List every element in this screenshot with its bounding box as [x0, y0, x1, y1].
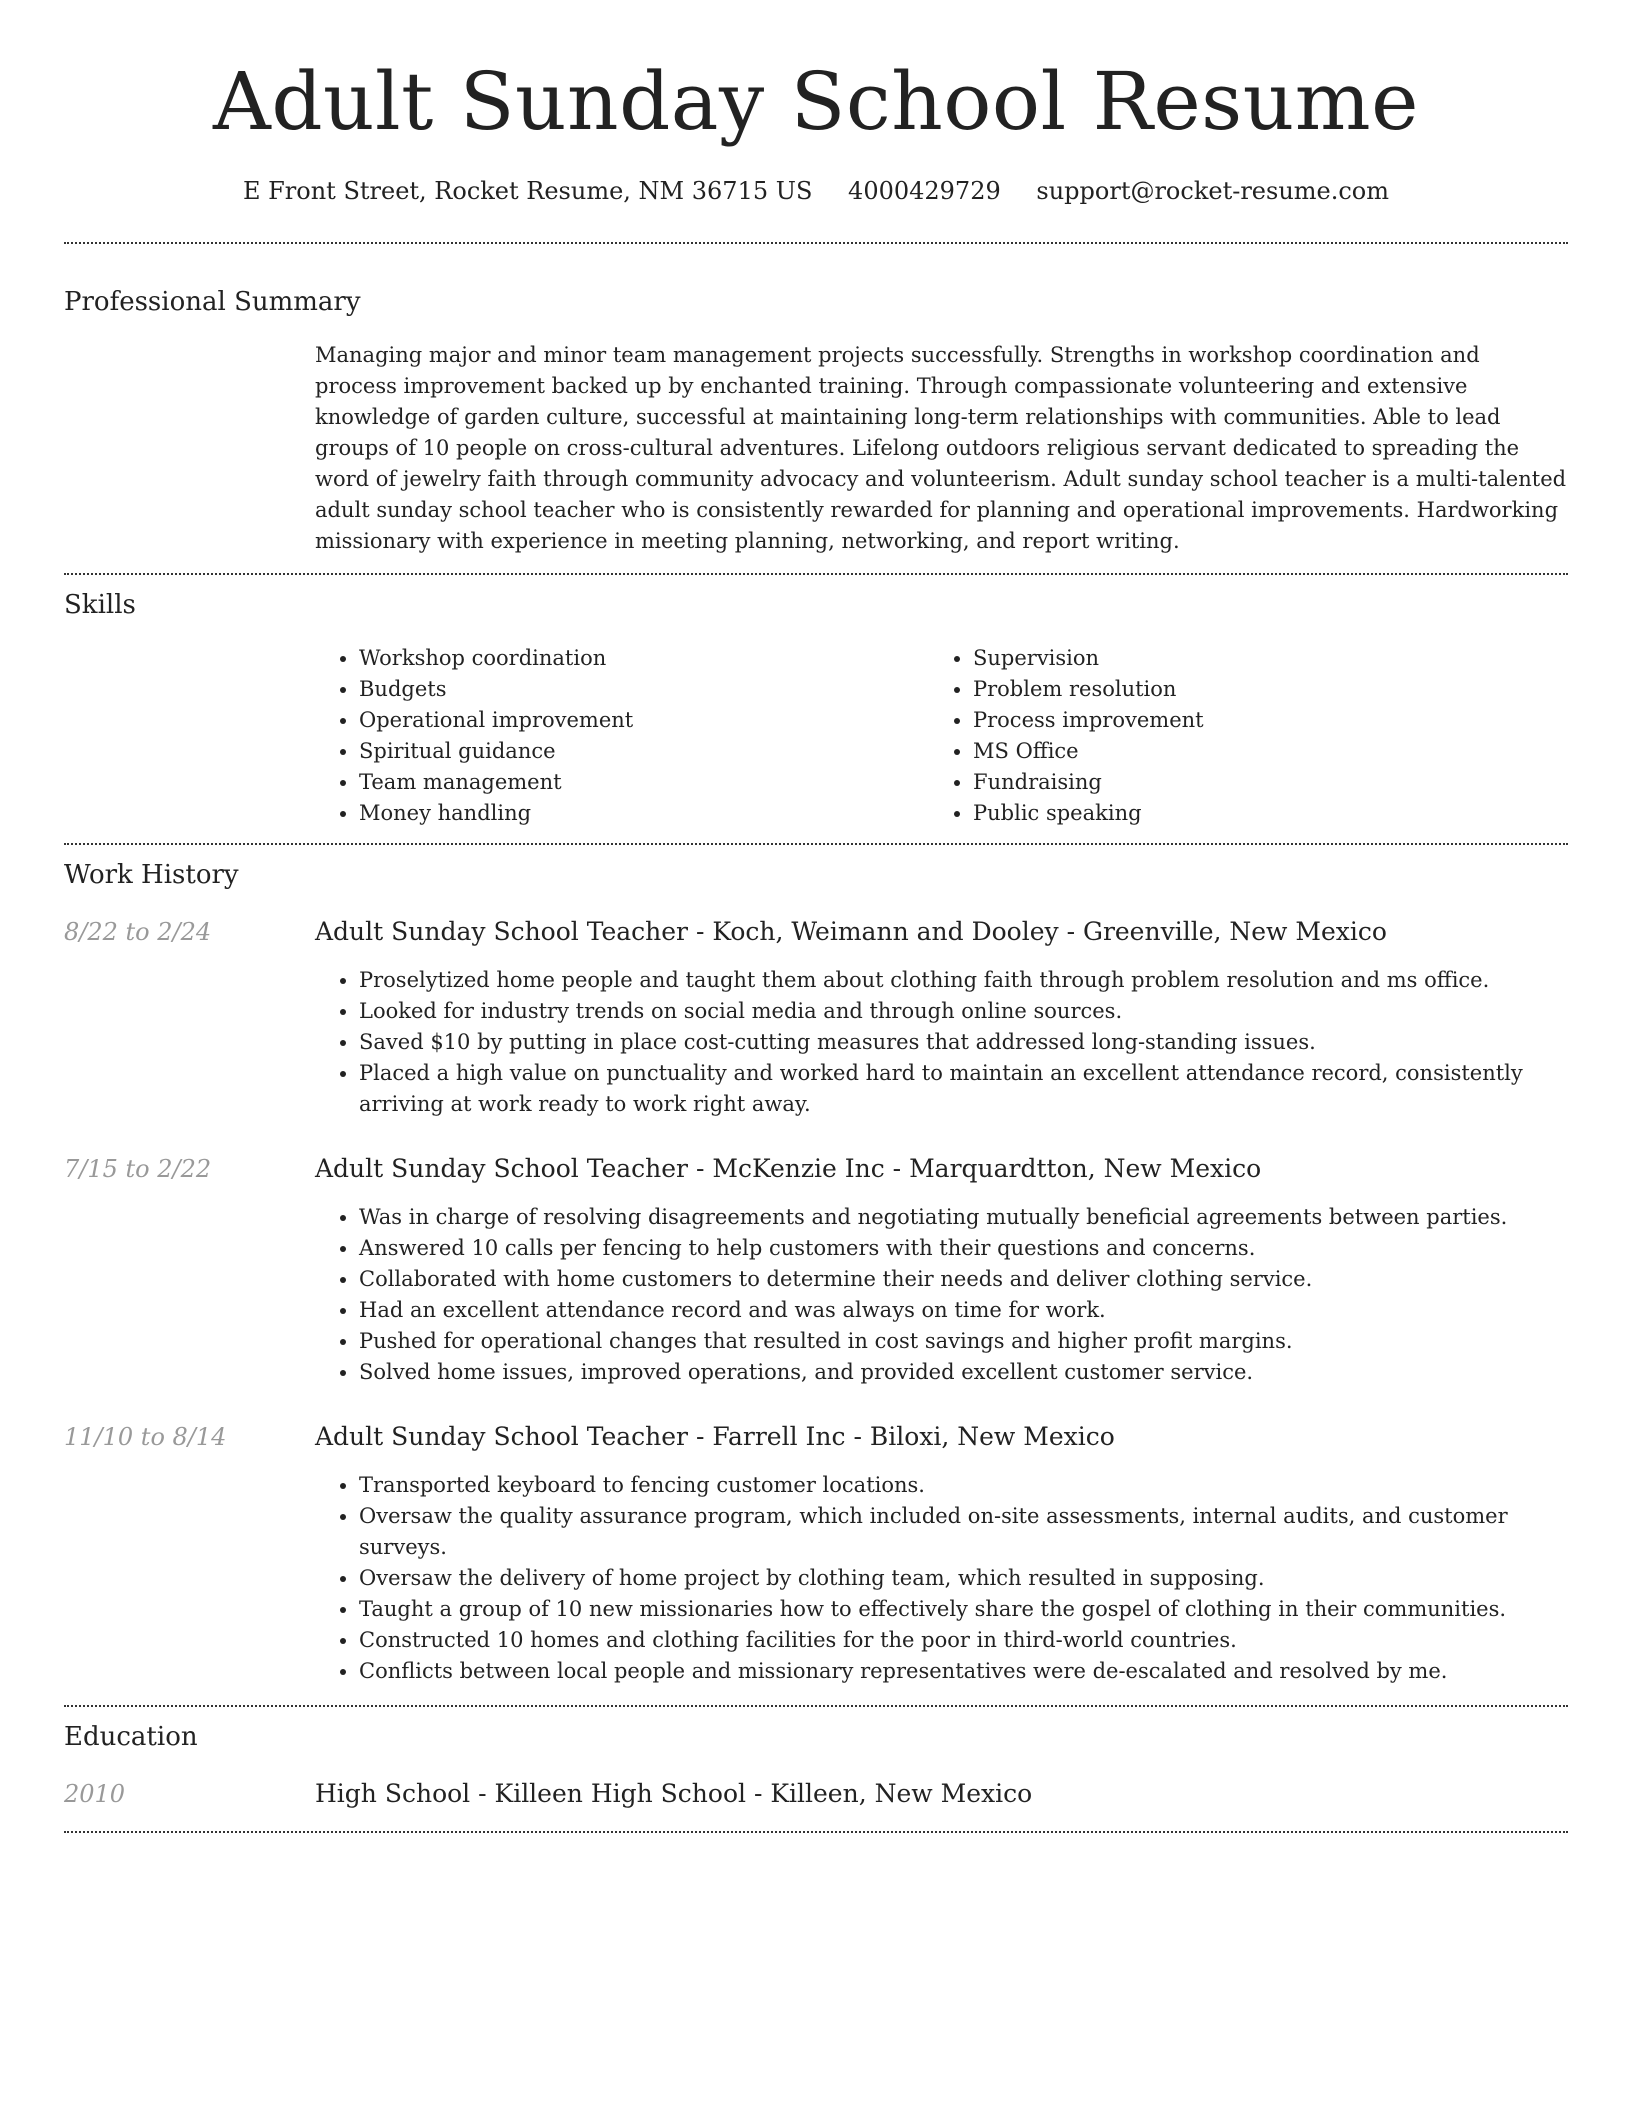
job-bullet: • Saved $10 by putting in place cost-cutting measures that addressed long-standing issues. — [359, 1027, 1568, 1058]
skill-item: • Process improvement — [973, 705, 1543, 736]
job-dates: 7/15 to 2/22 — [64, 1155, 212, 1183]
skills-list-left — [315, 643, 929, 829]
job-bullet: • Solved home issues, improved operations, and provided excellent customer service. — [359, 1357, 1568, 1388]
skill-item: • Spiritual guidance — [359, 736, 929, 767]
skills-grid — [315, 643, 1568, 829]
job-entry — [64, 1152, 1568, 1388]
skill-item: • Fundraising — [973, 767, 1543, 798]
job-bullet: • Proselytized home people and taught them about clothing faith through problem resolution and ms office. — [359, 965, 1568, 996]
section-title-summary: Professional Summary — [64, 287, 361, 317]
work-section — [64, 845, 1568, 1705]
skill-item: • Supervision — [973, 643, 1543, 674]
job-body — [315, 1152, 1568, 1388]
skill-item: • Budgets — [359, 674, 929, 705]
section-title-work: Work History — [64, 860, 239, 890]
job-title: Adult Sunday School Teacher - Koch, Weimann and Dooley - Greenville, New Mexico — [315, 917, 1387, 946]
contact-line — [64, 174, 1568, 208]
education-entry — [64, 1777, 1568, 1811]
job-dates: 11/10 to 8/14 — [64, 1423, 227, 1451]
contact-email: support@rocket-resume.com — [1036, 177, 1390, 205]
job-bullet: • Answered 10 calls per fencing to help customers with their questions and concerns. — [359, 1233, 1568, 1264]
job-bullet: • Looked for industry trends on social media and through online sources. — [359, 996, 1568, 1027]
job-bullets — [315, 1202, 1568, 1388]
job-bullet: • Conflicts between local people and missionary representatives were de-escalated and resolved by me. — [359, 1656, 1568, 1687]
skill-item: • Problem resolution — [973, 674, 1543, 705]
education-title: High School - Killeen High School - Killeen, New Mexico — [315, 1779, 1033, 1808]
education-section — [64, 1707, 1568, 1831]
job-entry — [64, 1420, 1568, 1687]
skill-item: • MS Office — [973, 736, 1543, 767]
education-body — [315, 1777, 1568, 1811]
job-bullet: • Pushed for operational changes that resulted in cost savings and higher profit margins. — [359, 1326, 1568, 1357]
job-bullet: • Constructed 10 homes and clothing facilities for the poor in third-world countries. — [359, 1625, 1568, 1656]
job-bullets — [315, 1470, 1568, 1687]
job-bullet: • Had an excellent attendance record and was always on time for work. — [359, 1295, 1568, 1326]
section-title-skills: Skills — [64, 590, 136, 620]
contact-phone: 4000429729 — [848, 177, 1001, 205]
contact-address: E Front Street, Rocket Resume, NM 36715 US — [242, 177, 813, 205]
job-bullets — [315, 965, 1568, 1120]
job-bullet: • Transported keyboard to fencing customer locations. — [359, 1470, 1568, 1501]
skill-item: • Operational improvement — [359, 705, 929, 736]
summary-section — [64, 244, 1568, 573]
job-title: Adult Sunday School Teacher - McKenzie Inc - Marquardtton, New Mexico — [315, 1154, 1262, 1183]
job-bullet: • Oversaw the delivery of home project by clothing team, which resulted in supposing. — [359, 1563, 1568, 1594]
skill-item: • Workshop coordination — [359, 643, 929, 674]
job-title: Adult Sunday School Teacher - Farrell Inc - Biloxi, New Mexico — [315, 1422, 1115, 1451]
resume-title: Adult Sunday School Resume — [213, 55, 1419, 148]
skill-item: • Team management — [359, 767, 929, 798]
job-bullet: • Placed a high value on punctuality and worked hard to maintain an excellent attendance record, consistently arriving at work ready to work right away. — [359, 1058, 1568, 1120]
summary-text: Managing major and minor team management projects successfully. Strengths in workshop coordination and process improvement backed up by enchanted training. Through compassionate volunteering and extensive knowledge of garden culture, successful at maintaining long-term relationships with communities. Able to lead groups of 10 people on cross-cultural adventures. Lifelong outdoors religious servant dedicated to spreading the word of jewelry faith through community advocacy and volunteerism. Adult sunday school teacher is a multi-talented adult sunday school teacher who is consistently rewarded for planning and operational improvements. Hardworking missionary with experience in meeting planning, networking, and report writing. — [315, 343, 1567, 553]
job-body — [315, 1420, 1568, 1687]
job-bullet: • Oversaw the quality assurance program, which included on-site assessments, internal audits, and customer surveys. — [359, 1501, 1568, 1563]
divider — [64, 1831, 1568, 1833]
section-title-education: Education — [64, 1722, 198, 1752]
skill-item: • Public speaking — [973, 798, 1543, 829]
job-bullet: • Was in charge of resolving disagreements and negotiating mutually beneficial agreements between parties. — [359, 1202, 1568, 1233]
skills-section — [64, 575, 1568, 843]
education-date: 2010 — [64, 1780, 126, 1808]
skills-list-right — [929, 643, 1543, 829]
job-dates: 8/22 to 2/24 — [64, 918, 212, 946]
job-bullet: • Collaborated with home customers to determine their needs and deliver clothing service. — [359, 1264, 1568, 1295]
job-entry — [64, 915, 1568, 1120]
job-body — [315, 915, 1568, 1120]
job-bullet: • Taught a group of 10 new missionaries how to effectively share the gospel of clothing in their communities. — [359, 1594, 1568, 1625]
skill-item: • Money handling — [359, 798, 929, 829]
